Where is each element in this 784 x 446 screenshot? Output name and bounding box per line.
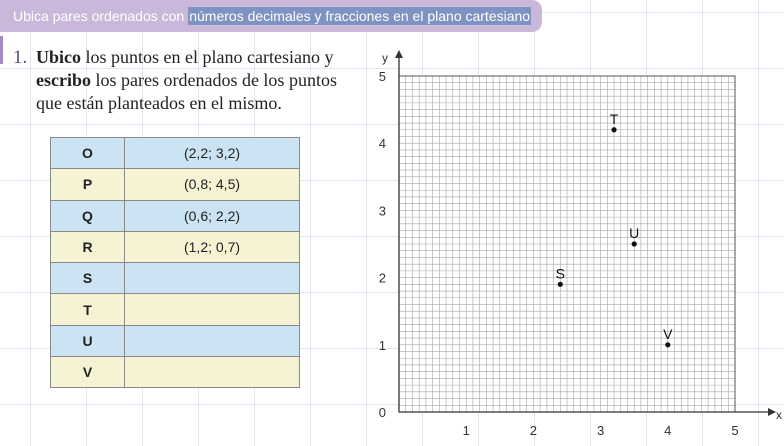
y-tick-label: 5 <box>378 69 386 84</box>
ordered-pair-cell[interactable]: (0,8; 4,5) <box>125 169 300 200</box>
point-label: P <box>51 169 125 200</box>
point-label: Q <box>51 200 125 231</box>
point-t-marker <box>611 127 616 132</box>
point-label: V <box>51 357 125 388</box>
y-tick-label: 1 <box>378 337 386 353</box>
question-text-1: los puntos en el plano cartesiano y <box>81 47 334 67</box>
x-tick-label: 1 <box>462 423 470 438</box>
question-bold-verb-2: escribo <box>36 70 91 90</box>
x-tick-label: 4 <box>664 423 672 438</box>
point-s-label: S <box>555 265 565 282</box>
x-axis-label: x <box>776 408 782 422</box>
y-axis-arrow <box>395 50 403 58</box>
point-t-label: T <box>609 110 619 127</box>
point-v-marker <box>665 342 670 347</box>
y-tick-label: 0 <box>378 405 386 420</box>
y-tick-label: 2 <box>378 270 386 286</box>
ordered-pair-cell[interactable]: (1,2; 0,7) <box>125 231 300 262</box>
point-label: T <box>51 294 125 325</box>
lesson-title-text: Ubica pares ordenados con <box>13 8 185 24</box>
y-axis-label: y <box>382 51 388 65</box>
x-tick-label: 3 <box>596 423 605 438</box>
x-axis-arrow <box>768 408 776 416</box>
point-s-marker <box>558 282 563 287</box>
question-bold-verb-1: Ubico <box>36 47 81 67</box>
ordered-pair-cell[interactable]: (0,6; 2,2) <box>125 200 300 231</box>
y-tick-label: 3 <box>378 203 386 219</box>
ordered-pair-cell[interactable]: (2,2; 3,2) <box>125 138 300 169</box>
question-text-2: los pares ordenados de los puntos que están planteados en el mismo. <box>36 70 337 113</box>
question-number: 1. <box>13 47 28 68</box>
point-label: U <box>51 325 125 356</box>
x-tick-label: 2 <box>529 423 538 438</box>
y-tick-label: 4 <box>378 136 386 152</box>
point-u-marker <box>632 241 637 246</box>
point-v-label: V <box>663 325 673 342</box>
point-label: S <box>51 263 125 294</box>
x-tick-label: 5 <box>731 423 739 438</box>
point-label: R <box>51 231 125 262</box>
point-u-label: U <box>629 225 640 241</box>
lesson-title-highlight[interactable]: números decimales y fracciones en el plano cartesiano <box>189 8 531 24</box>
point-label: O <box>51 138 125 169</box>
